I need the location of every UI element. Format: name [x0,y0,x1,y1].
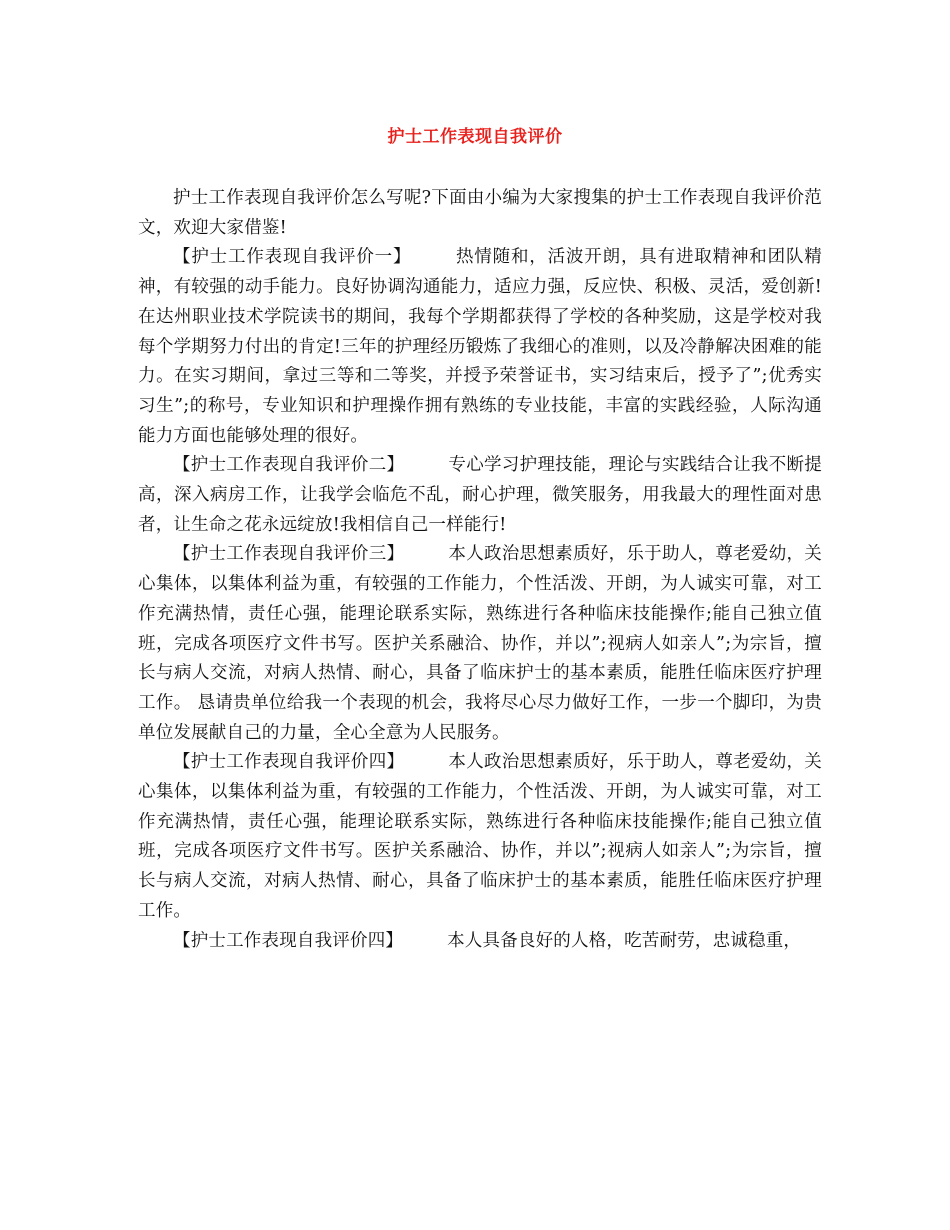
section-heading: 【护士工作表现自我评价三】 [173,544,405,565]
evaluation-paragraph-5 [138,927,822,957]
section-heading: 【护士工作表现自我评价一】 [173,247,412,268]
paragraph-text: 专心学习护理技能，理论与实践结合让我不断提高，深入病房工作，让我学会临危不乱，耐心护理，微笑服务，用我最大的理性面对患者，让生命之花永远绽放!我相信自己一样能行! [138,455,822,535]
evaluation-paragraph-3 [138,540,822,748]
paragraph-text: 本人具备良好的人格，吃苦耐劳，忠诚稳重， [447,930,802,951]
evaluation-paragraph-2 [138,451,822,540]
section-heading: 【护士工作表现自我评价二】 [173,455,405,476]
section-heading: 【护士工作表现自我评价四】 [173,930,404,951]
evaluation-paragraph-4 [138,748,822,926]
evaluation-paragraph-1 [138,243,822,451]
paragraph-text: 护士工作表现自我评价怎么写呢?下面由小编为大家搜集的护士工作表现自我评价范文，欢迎大家借鉴! [138,188,822,238]
paragraph-text: 本人政治思想素质好，乐于助人，尊老爱幼，关心集体，以集体利益为重，有较强的工作能力，个性活泼、开朗，为人诚实可靠，对工作充满热情，责任心强，能理论联系实际，熟练进行各种临床技能操作;能自己独立值班，完成各项医疗文件书写。医护关系融洽、协作，并以”;视病人如亲人”;为宗旨，擅长与病人交流，对病人热情、耐心，具备了临床护士的基本素质，能胜任临床医疗护理工作。 恳请贵单位给我一个表现的机会，我将尽心尽力做好工作，一步一个脚印，为贵单位发展献自己的力量，全心全意为人民服务。 [138,544,822,743]
section-heading: 【护士工作表现自我评价四】 [173,752,405,773]
paragraph-text: 本人政治思想素质好，乐于助人，尊老爱幼，关心集体，以集体利益为重，有较强的工作能力，个性活泼、开朗，为人诚实可靠，对工作充满热情，责任心强，能理论联系实际，熟练进行各种临床技能操作;能自己独立值班，完成各项医疗文件书写。医护关系融洽、协作，并以”;视病人如亲人”;为宗旨，擅长与病人交流，对病人热情、耐心，具备了临床护士的基本素质，能胜任临床医疗护理工作。 [138,752,822,921]
paragraph-text: 热情随和，活波开朗，具有进取精神和团队精神，有较强的动手能力。良好协调沟通能力，适应力强，反应快、积极、灵活，爱创新!在达州职业技术学院读书的期间，我每个学期都获得了学校的各种奖励，这是学校对我每个学期努力付出的肯定!三年的护理经历锻炼了我细心的准则，以及冷静解决困难的能力。在实习期间，拿过三等和二等奖，并授予荣誉证书，实习结束后，授予了”;优秀实习生”;的称号，专业知识和护理操作拥有熟练的专业技能，丰富的实践经验，人际沟通能力方面也能够处理的很好。 [138,247,823,446]
intro-paragraph [138,184,822,243]
document-body [138,184,822,956]
document-title: 护士工作表现自我评价 [387,127,563,147]
